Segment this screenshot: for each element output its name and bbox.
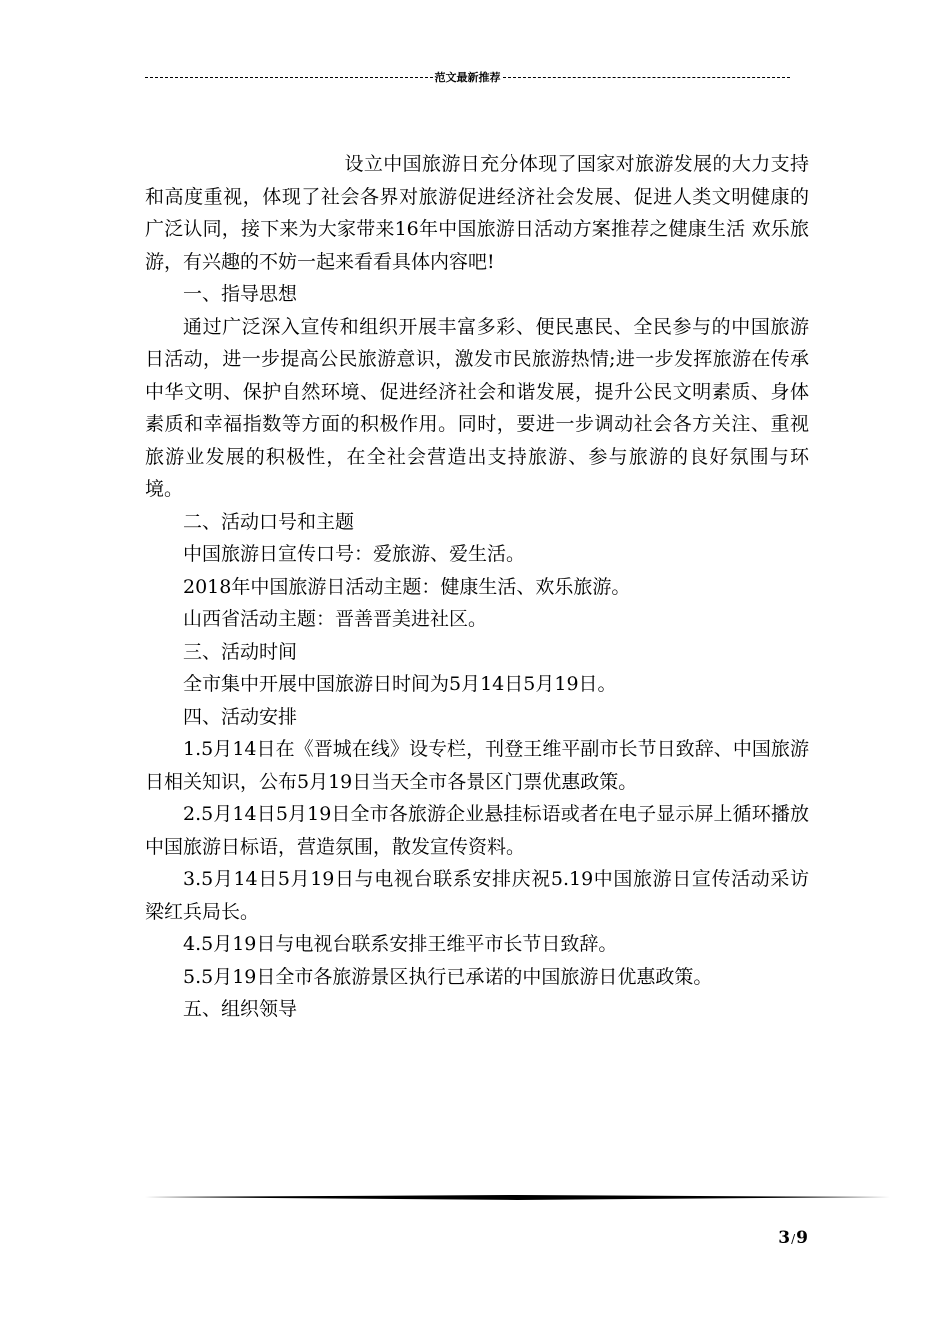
document-body [145, 148, 809, 1026]
page-number [778, 1228, 808, 1248]
slogan-line: 中国旅游日宣传口号：爱旅游、爱生活。 [183, 543, 526, 565]
section-heading-organization: 五、组织领导 [183, 998, 298, 1020]
section-heading-activity-time: 三、活动时间 [183, 640, 298, 663]
arrangement-item-5: 5.5月19日全市各旅游景区执行已承诺的中国旅游日优惠政策。 [183, 965, 713, 988]
current-page: 3 [778, 1228, 791, 1248]
province-theme-line: 山西省活动主题：晋善晋美进社区。 [183, 608, 488, 630]
intro-paragraph: 设立中国旅游日充分体现了国家对旅游发展的大力支持和高度重视，体现了社会各界对旅游促进经济社会发展、促进人类文明健康的广泛认同，接下来为大家带来16年中国旅游日活动方案推荐之健康生活 欢乐旅游，有兴趣的不妨一起来看看具体内容吧! [145, 153, 809, 273]
header-title: 范文最新推荐 [434, 71, 501, 84]
guiding-ideology-paragraph: 通过广泛深入宣传和组织开展丰富多彩、便民惠民、全民参与的中国旅游日活动，进一步提高公民旅游意识，激发市民旅游热情;进一步发挥旅游在传承中华文明、保护自然环境、促进经济社会和谐发展，提升公民文明素质、身体素质和幸福指数等方面的积极作用。同时，要进一步调动社会各方关注、重视旅游业发展的积极性，在全社会营造出支持旅游、参与旅游的良好氛围与环境。 [145, 315, 809, 500]
section-heading-slogan-theme: 二、活动口号和主题 [183, 510, 355, 533]
page-separator: / [791, 1232, 796, 1246]
section-heading-activity-arrangement: 四、活动安排 [183, 705, 298, 728]
section-heading-guiding-ideology: 一、指导思想 [183, 283, 298, 305]
arrangement-item-4: 4.5月19日与电视台联系安排王维平市长节日致辞。 [183, 933, 618, 955]
page-header [145, 68, 790, 86]
theme-line: 2018年中国旅游日活动主题：健康生活、欢乐旅游。 [183, 575, 631, 598]
footer-rule-graphic [145, 1195, 890, 1200]
arrangement-item-2: 2.5月14日5月19日全市各旅游企业悬挂标语或者在电子显示屏上循环播放中国旅游日标语，营造氛围，散发宣传资料。 [145, 803, 809, 858]
total-pages: 9 [796, 1228, 808, 1248]
arrangement-item-3: 3.5月14日5月19日与电视台联系安排庆祝5.19中国旅游日宣传活动采访梁红兵局长。 [145, 868, 809, 923]
footer-rule [145, 1195, 890, 1200]
header-dashed-line-left [145, 77, 433, 78]
activity-time-line: 全市集中开展中国旅游日时间为5月14日5月19日。 [183, 673, 617, 695]
arrangement-item-1: 1.5月14日在《晋城在线》设专栏，刊登王维平副市长节日致辞、中国旅游日相关知识，公布5月19日当天全市各景区门票优惠政策。 [145, 738, 809, 793]
header-dashed-line-right [503, 77, 791, 78]
